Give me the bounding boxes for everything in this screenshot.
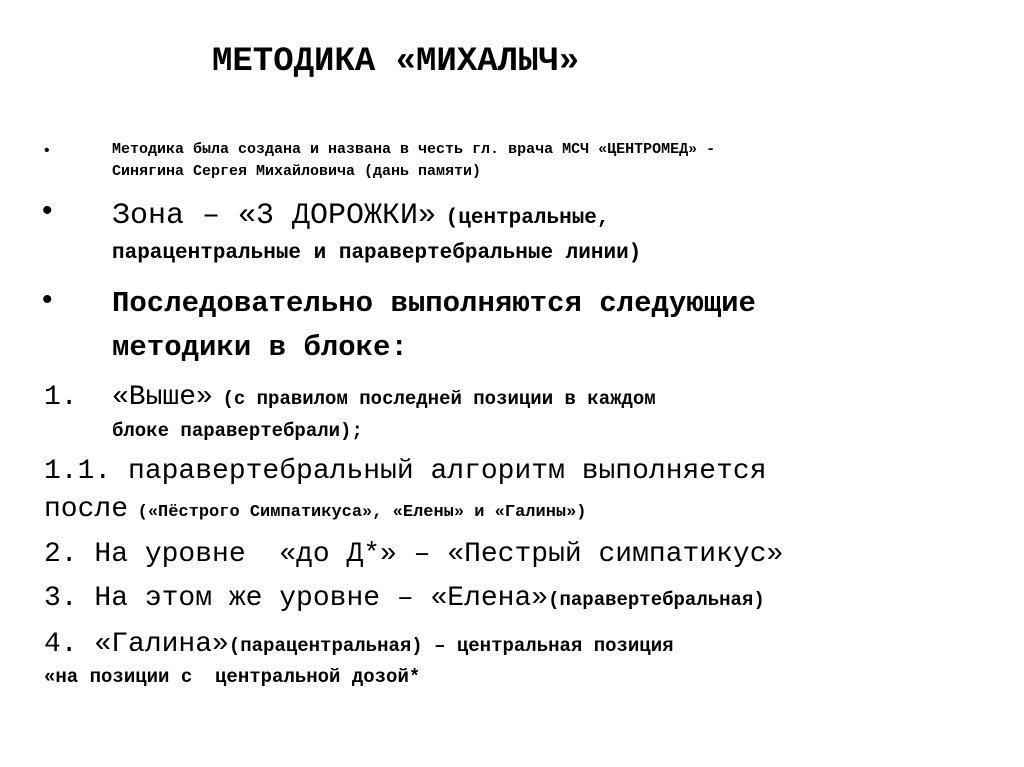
bullet-2-heading-note: (центральные, (445, 207, 610, 230)
bullet-1-line-2: Синягина Сергея Михайловича (дань памяти) (112, 163, 482, 180)
numbered-3-main: 3. На этом же уровне – «Елена» (44, 583, 549, 614)
numbered-1-1-note: («Пёстрого Симпатикуса», «Елены» и «Галины») (137, 503, 587, 522)
numbered-1-line-1 (112, 378, 656, 418)
numbered-1-1-line-1: 1.1. паравертебральный алгоритм выполняется (44, 456, 767, 487)
numbered-3-line (44, 579, 765, 619)
numbered-1-line-2: блоке паравертебрали); (112, 420, 363, 442)
numbered-1-heading: «Выше» (112, 382, 213, 413)
numbered-4-note: (парацентральная) – центральная позиция (228, 635, 674, 657)
bullet-2-line-1 (112, 196, 610, 236)
bullet-marker: • (42, 283, 53, 316)
bullet-marker: • (42, 194, 53, 227)
numbered-4-line-2: «на позиции с центральной дозой* (44, 666, 421, 688)
bullet-1-line-1: Методика была создана и названа в честь гл. врача МСЧ «ЦЕНТРОМЕД» - (112, 141, 716, 158)
bullet-3-line-1: Последовательно выполняются следующие (112, 287, 756, 320)
numbered-1-marker: 1. (44, 382, 78, 413)
bullet-2-line-2: парацентральные и паравертебральные линии) (112, 242, 642, 265)
bullet-2-heading: Зона – «3 ДОРОЖКИ» (112, 199, 437, 233)
numbered-1-note: (с правилом последней позиции в каждом (222, 388, 656, 410)
bullet-3-line-2: методики в блоке: (112, 331, 408, 364)
numbered-3-note: (паравертебральная) (548, 589, 765, 611)
numbered-2-line: 2. На уровне «до Д*» – «Пестрый симпатикус» (44, 539, 784, 570)
bullet-marker: • (44, 142, 50, 159)
numbered-4-line-1 (44, 625, 674, 665)
numbered-1-1-line-2 (44, 490, 587, 530)
numbered-1-1-after: после (44, 494, 129, 525)
numbered-4-main: 4. «Галина» (44, 629, 229, 660)
slide-title: МЕТОДИКА «МИХАЛЫЧ» (212, 43, 580, 81)
